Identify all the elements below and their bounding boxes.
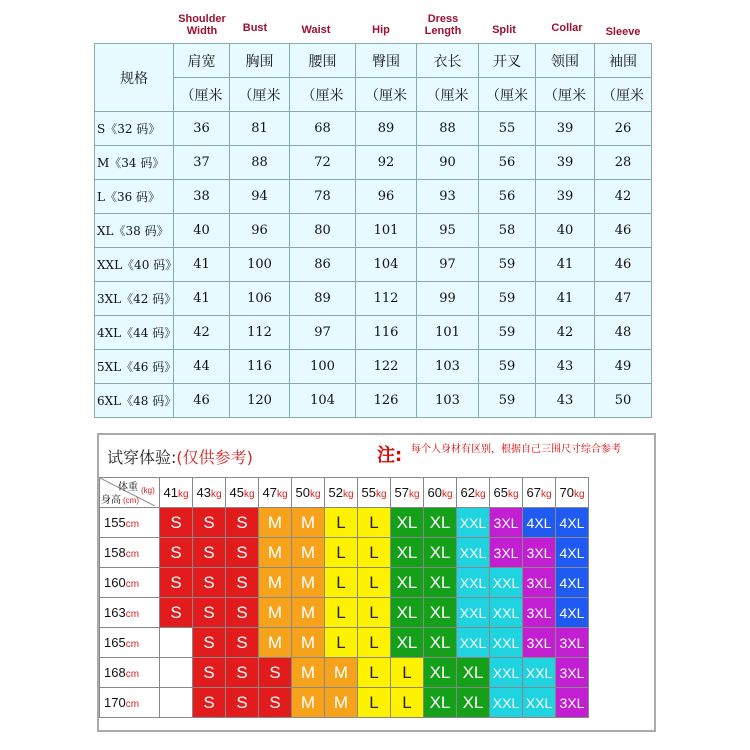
height-label: 165cm	[100, 628, 160, 658]
fit-size-cell: M	[292, 628, 325, 658]
fit-size-cell: L	[325, 538, 358, 568]
fit-size-cell: M	[325, 658, 358, 688]
fit-size-cell: S	[259, 688, 292, 718]
fit-size-cell: XXL	[457, 568, 490, 598]
fit-size-cell: XXL	[457, 598, 490, 628]
measurement-cell: 46	[595, 214, 652, 248]
fit-size-cell: S	[226, 508, 259, 538]
measurement-cell: 36	[174, 112, 230, 146]
corner-weight-unit: (kg)	[141, 486, 155, 495]
fit-size-cell: M	[259, 538, 292, 568]
height-label: 155cm	[100, 508, 160, 538]
size-label: L《36 码》	[95, 180, 174, 214]
measurement-cell: 41	[174, 282, 230, 316]
measurement-cell: 42	[595, 180, 652, 214]
measurement-cell: 122	[356, 350, 417, 384]
fit-size-cell: XXL	[457, 628, 490, 658]
measurement-cell: 78	[290, 180, 356, 214]
weight-header: 70kg	[556, 478, 589, 508]
unit-cell: （厘米	[174, 78, 230, 112]
measurement-cell: 96	[230, 214, 290, 248]
fit-size-cell: 4XL	[556, 568, 589, 598]
fit-size-cell: 4XL	[556, 538, 589, 568]
corner-weight-label: 体重	[118, 482, 138, 493]
fit-size-cell: S	[160, 538, 193, 568]
fit-chart-grid	[99, 477, 589, 718]
weight-header: 43kg	[193, 478, 226, 508]
weight-header: 67kg	[523, 478, 556, 508]
measurement-cell: 97	[290, 316, 356, 350]
measurement-cell: 48	[595, 316, 652, 350]
fit-size-cell: XL	[424, 598, 457, 628]
fit-chart-title-sub: (仅供参考)	[176, 448, 253, 467]
fit-size-cell: XL	[424, 508, 457, 538]
table-row	[95, 384, 652, 418]
fit-size-cell	[160, 688, 193, 718]
fit-size-cell: 3XL	[523, 598, 556, 628]
fit-size-cell: XL	[457, 688, 490, 718]
fit-chart-body	[100, 508, 589, 718]
measurement-cell: 101	[417, 316, 479, 350]
fit-size-cell: M	[325, 688, 358, 718]
measurement-cell: 26	[595, 112, 652, 146]
fit-size-cell: L	[325, 508, 358, 538]
fit-size-cell: XXL	[490, 568, 523, 598]
weight-header: 60kg	[424, 478, 457, 508]
measurement-cell: 43	[536, 384, 595, 418]
fit-size-cell: S	[193, 658, 226, 688]
measurement-cell: 59	[479, 316, 536, 350]
measurement-cell: 55	[479, 112, 536, 146]
measurement-cell: 59	[479, 282, 536, 316]
measurement-cell: 41	[536, 248, 595, 282]
fit-size-cell: L	[358, 538, 391, 568]
fit-size-cell: M	[292, 688, 325, 718]
measurement-cell: 43	[536, 350, 595, 384]
size-table-unit-row	[95, 78, 652, 112]
size-label: 5XL《46 码》	[95, 350, 174, 384]
measurement-cell: 120	[230, 384, 290, 418]
measurement-cell: 94	[230, 180, 290, 214]
fit-chart-title	[107, 445, 253, 468]
measurement-cell: 38	[174, 180, 230, 214]
fit-size-cell: L	[358, 688, 391, 718]
fit-size-cell: L	[325, 628, 358, 658]
cn-header-bust: 胸围	[230, 44, 290, 78]
note-text: 每个人身材有区别，根据自己三围尺寸综合参考	[411, 444, 621, 455]
fit-chart-corner	[100, 478, 160, 508]
measurement-cell: 58	[479, 214, 536, 248]
measurement-cell: 101	[356, 214, 417, 248]
unit-cell: （厘米	[417, 78, 479, 112]
fit-size-cell: S	[226, 658, 259, 688]
measurement-cell: 88	[230, 146, 290, 180]
size-label: S《32 码》	[95, 112, 174, 146]
fit-size-cell: M	[292, 508, 325, 538]
fit-size-cell: 4XL	[523, 508, 556, 538]
unit-cell: （厘米	[290, 78, 356, 112]
height-row	[100, 538, 589, 568]
cn-header-length: 衣长	[417, 44, 479, 78]
size-table-body	[95, 112, 652, 418]
fit-size-cell	[160, 628, 193, 658]
measurement-cell: 42	[536, 316, 595, 350]
corner-height-label: 身高	[101, 495, 121, 506]
measurement-cell: 49	[595, 350, 652, 384]
measurement-cell: 42	[174, 316, 230, 350]
measurement-cell: 116	[356, 316, 417, 350]
height-row	[100, 508, 589, 538]
measurement-cell: 50	[595, 384, 652, 418]
fit-size-cell: M	[292, 658, 325, 688]
height-row	[100, 688, 589, 718]
weight-header: 47kg	[259, 478, 292, 508]
measurement-cell: 40	[536, 214, 595, 248]
fit-size-cell: XL	[391, 598, 424, 628]
weight-header: 45kg	[226, 478, 259, 508]
measurement-cell: 46	[174, 384, 230, 418]
measurement-cell: 104	[356, 248, 417, 282]
table-row	[95, 214, 652, 248]
fit-size-cell: M	[292, 568, 325, 598]
size-label: 6XL《48 码》	[95, 384, 174, 418]
fit-size-cell: S	[193, 538, 226, 568]
unit-cell: （厘米	[479, 78, 536, 112]
fit-size-cell: S	[226, 538, 259, 568]
measurement-cell: 112	[230, 316, 290, 350]
measurement-cell: 68	[290, 112, 356, 146]
fit-size-cell: 3XL	[523, 538, 556, 568]
measurement-cell: 99	[417, 282, 479, 316]
height-label: 158cm	[100, 538, 160, 568]
fit-size-cell: L	[358, 658, 391, 688]
fit-size-cell: S	[193, 508, 226, 538]
fit-size-cell	[160, 658, 193, 688]
measurement-cell: 100	[230, 248, 290, 282]
weight-header: 52kg	[325, 478, 358, 508]
fit-size-cell: XL	[424, 688, 457, 718]
en-header-sleeve: Sleeve	[605, 26, 641, 38]
measurement-cell: 59	[479, 248, 536, 282]
fit-size-cell: XL	[391, 538, 424, 568]
fit-size-cell: L	[391, 688, 424, 718]
fit-size-cell: XL	[391, 508, 424, 538]
table-row	[95, 282, 652, 316]
table-row	[95, 112, 652, 146]
measurement-cell: 100	[290, 350, 356, 384]
measurement-cell: 41	[536, 282, 595, 316]
measurement-cell: 39	[536, 146, 595, 180]
fit-size-cell: L	[391, 658, 424, 688]
fit-size-cell: M	[259, 508, 292, 538]
corner-height-unit: (cm)	[123, 496, 139, 505]
measurement-cell: 56	[479, 146, 536, 180]
table-row	[95, 316, 652, 350]
cn-header-sleeve: 袖围	[595, 44, 652, 78]
measurement-cell: 92	[356, 146, 417, 180]
weight-header: 65kg	[490, 478, 523, 508]
en-header-dress-length: Dress Length	[424, 13, 462, 37]
fit-size-cell: XL	[424, 658, 457, 688]
fit-size-cell: 3XL	[490, 538, 523, 568]
measurement-cell: 44	[174, 350, 230, 384]
measurement-cell: 37	[174, 146, 230, 180]
size-label: M《34 码》	[95, 146, 174, 180]
fit-size-cell: XXL	[457, 508, 490, 538]
unit-cell: （厘米	[595, 78, 652, 112]
measurement-cell: 97	[417, 248, 479, 282]
fit-size-cell: 3XL	[523, 628, 556, 658]
measurement-cell: 89	[290, 282, 356, 316]
note-mark: 注:	[377, 445, 403, 466]
measurement-cell: 47	[595, 282, 652, 316]
fit-size-cell: XL	[424, 568, 457, 598]
measurement-cell: 59	[479, 384, 536, 418]
fit-size-cell: S	[193, 628, 226, 658]
cn-header-split: 开叉	[479, 44, 536, 78]
cn-header-collar: 领围	[536, 44, 595, 78]
fit-chart-title-main: 试穿体验:	[107, 448, 177, 467]
fit-size-cell: XXL	[490, 658, 523, 688]
en-header-collar: Collar	[551, 22, 583, 34]
fit-size-cell: XXL	[523, 688, 556, 718]
fit-size-cell: M	[259, 568, 292, 598]
english-column-headers	[0, 10, 750, 42]
measurement-cell: 112	[356, 282, 417, 316]
height-row	[100, 568, 589, 598]
unit-cell: （厘米	[230, 78, 290, 112]
fit-size-cell: M	[292, 598, 325, 628]
fit-size-cell: 3XL	[556, 688, 589, 718]
fit-chart-panel	[97, 433, 656, 732]
en-header-bust: Bust	[242, 22, 268, 34]
measurement-cell: 106	[230, 282, 290, 316]
measurement-cell: 72	[290, 146, 356, 180]
fit-size-cell: 3XL	[556, 628, 589, 658]
weight-header: 55kg	[358, 478, 391, 508]
fit-size-cell: L	[325, 568, 358, 598]
table-row	[95, 350, 652, 384]
fit-size-cell: XXL	[523, 658, 556, 688]
height-row	[100, 658, 589, 688]
fit-size-cell: S	[226, 688, 259, 718]
fit-size-cell: L	[358, 598, 391, 628]
size-label: XXL《40 码》	[95, 248, 174, 282]
height-label: 168cm	[100, 658, 160, 688]
height-label: 163cm	[100, 598, 160, 628]
measurement-cell: 40	[174, 214, 230, 248]
size-label: 4XL《44 码》	[95, 316, 174, 350]
fit-size-cell: XXL	[490, 628, 523, 658]
height-row	[100, 628, 589, 658]
measurement-cell: 86	[290, 248, 356, 282]
measurement-cell: 103	[417, 384, 479, 418]
weight-header-row	[100, 478, 589, 508]
weight-header: 62kg	[457, 478, 490, 508]
measurement-cell: 95	[417, 214, 479, 248]
fit-size-cell: S	[160, 598, 193, 628]
table-row	[95, 180, 652, 214]
fit-size-cell: M	[292, 538, 325, 568]
measurement-cell: 104	[290, 384, 356, 418]
fit-size-cell: S	[160, 568, 193, 598]
size-label: 3XL《42 码》	[95, 282, 174, 316]
unit-cell: （厘米	[356, 78, 417, 112]
cn-header-hip: 臀围	[356, 44, 417, 78]
fit-size-cell: XL	[391, 568, 424, 598]
measurement-cell: 56	[479, 180, 536, 214]
fit-size-cell: XXL	[490, 598, 523, 628]
table-row	[95, 146, 652, 180]
weight-header: 50kg	[292, 478, 325, 508]
fit-size-cell: S	[193, 568, 226, 598]
fit-size-cell: 3XL	[490, 508, 523, 538]
size-label: XL《38 码》	[95, 214, 174, 248]
en-header-hip: Hip	[372, 24, 390, 36]
fit-size-cell: XL	[424, 538, 457, 568]
fit-size-cell: S	[259, 658, 292, 688]
fit-size-cell: M	[259, 598, 292, 628]
fit-size-cell: XXL	[457, 538, 490, 568]
measurement-cell: 93	[417, 180, 479, 214]
fit-size-cell: XL	[424, 628, 457, 658]
unit-cell: （厘米	[536, 78, 595, 112]
measurement-cell: 28	[595, 146, 652, 180]
en-header-waist: Waist	[301, 24, 331, 36]
measurement-cell: 59	[479, 350, 536, 384]
measurement-cell: 80	[290, 214, 356, 248]
measurement-cell: 103	[417, 350, 479, 384]
height-row	[100, 598, 589, 628]
fit-size-cell: XXL	[490, 688, 523, 718]
measurement-cell: 81	[230, 112, 290, 146]
fit-size-cell: L	[358, 568, 391, 598]
measurement-cell: 116	[230, 350, 290, 384]
cn-header-shoulder: 肩宽	[174, 44, 230, 78]
fit-size-cell: S	[193, 598, 226, 628]
fit-size-cell: XL	[391, 628, 424, 658]
height-label: 160cm	[100, 568, 160, 598]
fit-size-cell: 3XL	[556, 658, 589, 688]
weight-header: 57kg	[391, 478, 424, 508]
measurement-cell: 89	[356, 112, 417, 146]
size-table-corner-label: 规格	[95, 44, 174, 112]
fit-size-cell: M	[259, 628, 292, 658]
measurement-cell: 39	[536, 112, 595, 146]
measurement-cell: 41	[174, 248, 230, 282]
en-header-shoulder-width: Shoulder Width	[178, 13, 226, 37]
fit-size-cell: L	[358, 508, 391, 538]
measurement-cell: 46	[595, 248, 652, 282]
en-header-split: Split	[492, 24, 516, 36]
fit-size-cell: S	[193, 688, 226, 718]
fit-size-cell: S	[226, 628, 259, 658]
fit-size-cell: S	[226, 598, 259, 628]
cn-header-waist: 腰围	[290, 44, 356, 78]
fit-size-cell: L	[358, 628, 391, 658]
size-table-header-row	[95, 44, 652, 78]
height-label: 170cm	[100, 688, 160, 718]
weight-header: 41kg	[160, 478, 193, 508]
measurement-cell: 90	[417, 146, 479, 180]
measurement-cell: 126	[356, 384, 417, 418]
fit-size-cell: S	[160, 508, 193, 538]
measurement-cell: 96	[356, 180, 417, 214]
table-row	[95, 248, 652, 282]
fit-size-cell: S	[226, 568, 259, 598]
size-measurement-table	[94, 43, 652, 418]
fit-size-cell: 4XL	[556, 508, 589, 538]
measurement-cell: 88	[417, 112, 479, 146]
fit-size-cell: 4XL	[556, 598, 589, 628]
fit-size-cell: L	[325, 598, 358, 628]
measurement-cell: 39	[536, 180, 595, 214]
fit-size-cell: 3XL	[523, 568, 556, 598]
fit-size-cell: XL	[457, 658, 490, 688]
